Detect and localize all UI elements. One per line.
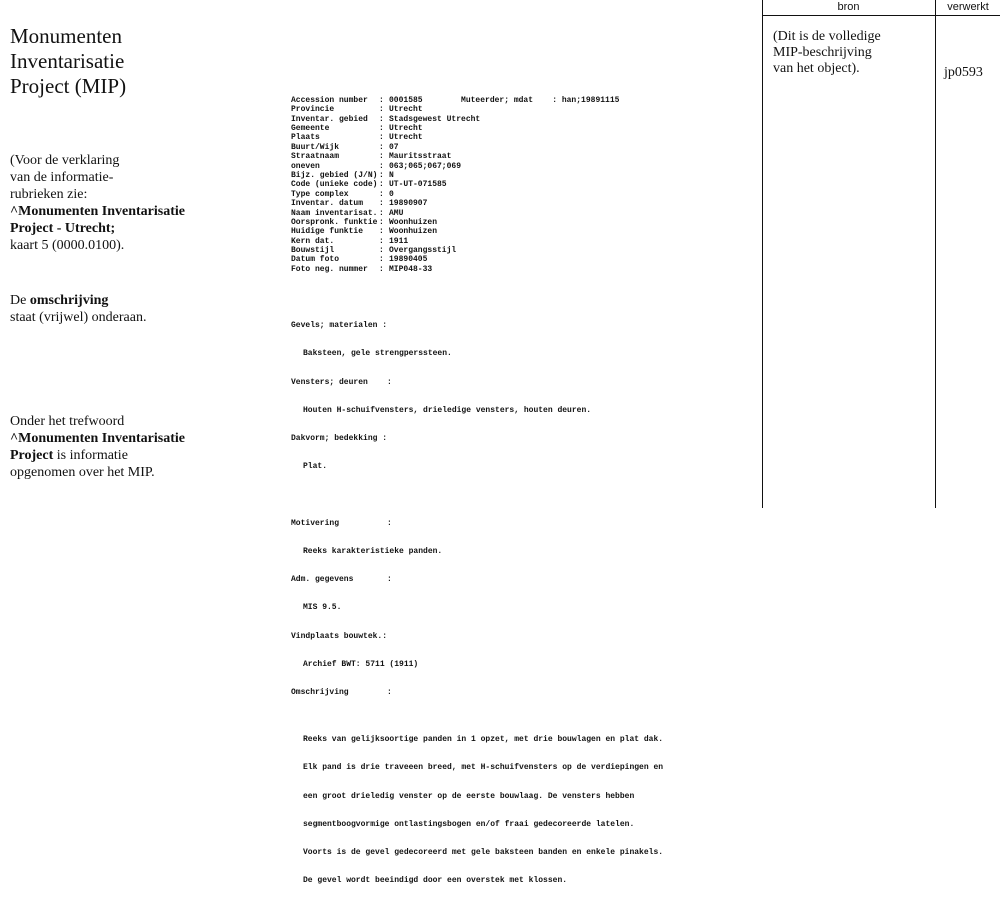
field-colon: : <box>379 217 384 227</box>
field-value: 07 <box>389 142 399 152</box>
note-line <box>10 447 185 464</box>
mip-record <box>291 77 663 914</box>
omschrijving-line: segmentboogvormige ontlastingsbogen en/of fraai gedecoreerde latelen. <box>303 819 635 829</box>
record-field-row <box>291 246 663 255</box>
field-colon: : <box>379 227 384 237</box>
note-line: rubrieken zie: <box>10 187 88 202</box>
field-label: Accession number <box>291 95 368 105</box>
field-label: Kern dat. <box>291 236 335 246</box>
verwerkt-value: jp0593 <box>944 65 983 80</box>
description-note <box>10 292 146 326</box>
note-text: De <box>10 293 30 308</box>
dakvorm-label: Dakvorm; bedekking : <box>291 434 388 444</box>
field-label: Datum foto <box>291 255 340 265</box>
field-label: Inventar. gebied <box>291 114 368 124</box>
omschrijving-label: Omschrijving : <box>291 688 392 698</box>
omschrijving-text <box>291 716 663 904</box>
record-field-row <box>291 133 663 142</box>
field-colon: : <box>379 189 384 199</box>
field-colon: : <box>379 95 384 105</box>
record-field-row <box>291 171 663 180</box>
bron-line: (Dit is de volledige <box>773 29 881 44</box>
field-colon: : <box>379 180 384 190</box>
field-label: Oorspronk. funktie <box>291 217 378 227</box>
record-field-row <box>291 115 663 124</box>
field-value: Stadsgewest Utrecht <box>389 114 481 124</box>
vindplaats-value: Archief BWT: 5711 (1911) <box>303 659 419 669</box>
field-colon: : <box>379 208 384 218</box>
reference-title: ^Monumenten Inventarisatie <box>10 204 185 219</box>
field-colon: : <box>379 152 384 162</box>
reference-link[interactable] <box>10 203 185 220</box>
column-divider <box>935 0 936 508</box>
adm-label: Adm. gegevens : <box>291 575 392 585</box>
record-field-row <box>291 237 663 246</box>
field-label: oneven <box>291 161 320 171</box>
omschrijving-line: Voorts is de gevel gedecoreerd met gele baksteen banden en enkele pinakels. <box>303 847 664 857</box>
field-colon: : <box>379 255 384 265</box>
bron-text <box>773 29 881 77</box>
field-value: Woonhuizen <box>389 217 438 227</box>
record-field-row <box>291 227 663 236</box>
note-line: (Voor de verklaring <box>10 153 120 168</box>
title-line: Inventarisatie <box>10 49 125 73</box>
motivering-value: Reeks karakteristieke panden. <box>303 546 443 556</box>
field-label: Code (unieke code) <box>291 180 378 190</box>
field-colon: : <box>379 161 384 171</box>
field-value: Mauritsstraat <box>389 152 452 162</box>
reference-link-cont[interactable] <box>10 220 185 237</box>
record-field-row <box>291 105 663 114</box>
record-field-row <box>291 180 663 189</box>
field-colon: : <box>379 170 384 180</box>
field-label: Straatnaam <box>291 152 340 162</box>
record-field-row <box>291 255 663 264</box>
field-value: 1911 <box>389 236 409 246</box>
field-label: Naam inventarisat. <box>291 208 378 218</box>
bron-line: MIP-beschrijving <box>773 45 872 60</box>
dakvorm-value: Plat. <box>303 462 328 472</box>
note-text: is informatie <box>53 448 128 463</box>
field-value: Utrecht <box>389 105 423 115</box>
column-divider <box>762 0 763 508</box>
field-label: Bijz. gebied (J/N) <box>291 170 378 180</box>
field-value: AMU <box>389 208 404 218</box>
muteerder-field: Muteerder; mdat : han;19891115 <box>422 95 620 105</box>
field-label: Inventar. datum <box>291 199 364 209</box>
field-label: Huidige funktie <box>291 227 364 237</box>
field-label: Foto neg. nummer <box>291 264 368 274</box>
omschrijving-line: Elk pand is drie traveeen breed, met H-schuifvensters op de verdiepingen en <box>303 763 664 773</box>
vensters-value: Houten H-schuifvensters, drieledige vensters, houten deuren. <box>303 405 592 415</box>
field-colon: : <box>379 264 384 274</box>
field-value: Overgangsstijl <box>389 246 457 256</box>
field-colon: : <box>379 123 384 133</box>
field-value: N <box>389 170 394 180</box>
field-label: Type complex <box>291 189 349 199</box>
field-label: Plaats <box>291 133 320 143</box>
field-value: Woonhuizen <box>389 227 438 237</box>
record-field-row <box>291 209 663 218</box>
motivering-label: Motivering : <box>291 518 392 528</box>
note-line: staat (vrijwel) onderaan. <box>10 310 147 325</box>
field-label: Provincie <box>291 105 335 115</box>
adm-value: MIS 9.5. <box>303 603 342 613</box>
field-colon: : <box>379 199 384 209</box>
explanation-note <box>10 152 185 254</box>
omschrijving-line: een groot drieledig venster op de eerste bouwlaag. De vensters hebben <box>303 791 635 801</box>
record-field-row <box>291 190 663 199</box>
omschrijving-line: Reeks van gelijksoortige panden in 1 opzet, met drie bouwlagen en plat dak. <box>303 735 664 745</box>
field-colon: : <box>379 105 384 115</box>
field-label: Bouwstijl <box>291 246 335 256</box>
record-field-row <box>291 199 663 208</box>
field-value: Utrecht <box>389 123 423 133</box>
header-verwerkt: verwerkt <box>947 1 989 13</box>
record-field-row <box>291 96 663 105</box>
note-bold: omschrijving <box>29 293 109 308</box>
field-value: MIP048-33 <box>389 264 433 274</box>
note-line: Onder het trefwoord <box>10 414 125 429</box>
omschrijving-line: De gevel wordt beeindigd door een overstek met klossen. <box>303 876 568 886</box>
gevels-value: Baksteen, gele strengperssteen. <box>303 349 452 359</box>
note-line: van de informatie- <box>10 170 114 185</box>
record-field-row <box>291 143 663 152</box>
field-colon: : <box>379 236 384 246</box>
field-colon: : <box>379 246 384 256</box>
note-line: kaart 5 (0000.0100). <box>10 238 125 253</box>
field-label: Buurt/Wijk <box>291 142 340 152</box>
header-bron: bron <box>837 1 860 13</box>
field-value: 0001585 <box>389 95 423 105</box>
record-field-row <box>291 265 663 274</box>
mip-title <box>10 24 126 99</box>
gevels-label: Gevels; materialen : <box>291 321 388 331</box>
record-field-row <box>291 152 663 161</box>
header-rule <box>762 15 1000 16</box>
field-value: 19890405 <box>389 255 428 265</box>
field-colon: : <box>379 133 384 143</box>
title-line: Project (MIP) <box>10 74 127 98</box>
bron-line: van het object). <box>773 61 860 76</box>
field-value: UT-UT-071585 <box>389 180 447 190</box>
field-value: 063;065;067;069 <box>389 161 462 171</box>
field-value: 0 <box>389 189 394 199</box>
reference-title: Project - Utrecht; <box>10 221 116 236</box>
note-bold: Project <box>10 448 54 463</box>
record-field-row <box>291 124 663 133</box>
keyword-note <box>10 413 185 481</box>
record-field-row <box>291 218 663 227</box>
field-value: Utrecht <box>389 133 423 143</box>
record-fields <box>291 96 663 274</box>
field-colon: : <box>379 142 384 152</box>
record-field-row <box>291 162 663 171</box>
vindplaats-label: Vindplaats bouwtek.: <box>291 631 388 641</box>
field-label: Gemeente <box>291 123 330 133</box>
reference-title: ^Monumenten Inventarisatie <box>10 431 185 446</box>
vensters-label: Vensters; deuren : <box>291 377 392 387</box>
title-line: Monumenten <box>10 24 122 48</box>
field-colon: : <box>379 114 384 124</box>
note-line: opgenomen over het MIP. <box>10 465 155 480</box>
note-line <box>10 292 146 309</box>
reference-link[interactable] <box>10 430 185 447</box>
field-value: 19890907 <box>389 199 428 209</box>
